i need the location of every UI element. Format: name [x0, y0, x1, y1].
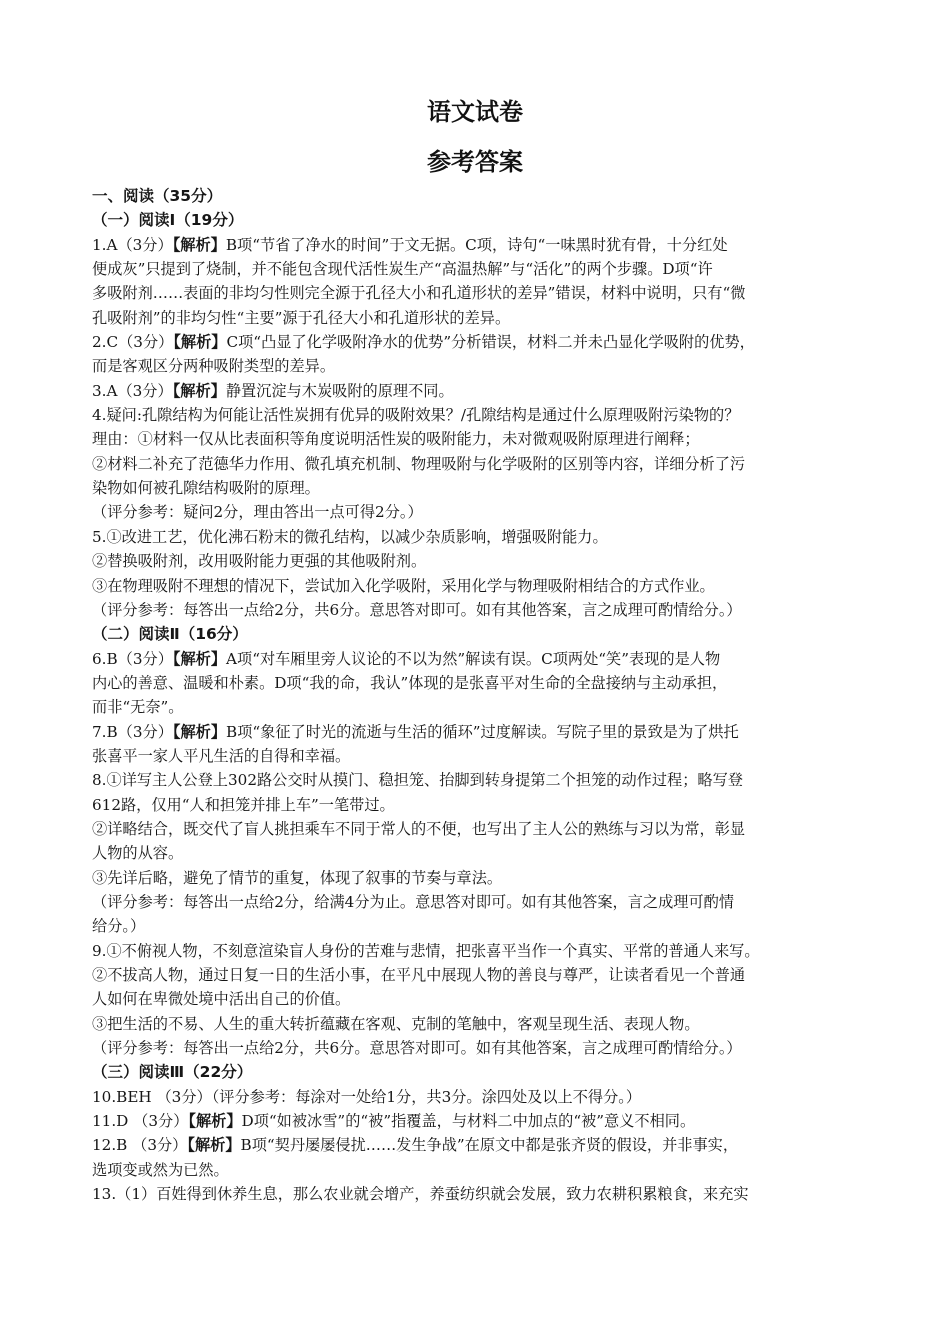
- answer-text: B项“契丹屡屡侵扰……发生争战”在原文中都是张齐贤的假设，并非事实，: [240, 1136, 739, 1155]
- text-line: 理由：①材料一仅从比表面积等角度说明活性炭的吸附能力，未对微观吸附原理进行阐释；: [92, 430, 700, 449]
- analysis-label: 【解析】: [172, 649, 227, 668]
- text-line: 孔吸附剂”的非均匀性“主要”源于孔径大小和孔道形状的差异。: [92, 308, 511, 327]
- subsection-heading: （三）阅读Ⅲ（22分）: [92, 1063, 253, 1082]
- text-line: ③把生活的不易、人生的重大转折蕴藏在客观、克制的笔触中，客观呈现生活、表现人物。: [92, 1014, 700, 1033]
- text-line: 给分。）: [92, 917, 146, 936]
- analysis-label: 【解析】: [173, 333, 227, 352]
- document-title: 语文试卷: [427, 98, 523, 126]
- text-line: 选项变或然为已然。: [92, 1160, 229, 1179]
- text-line: 人物的从容。: [92, 844, 184, 863]
- text-line: 内心的善意、温暖和朴素。D项“我的命，我认”体现的是张喜平对生命的全盘接纳与主动承担，: [92, 673, 728, 692]
- answer-text: 静置沉淀与木炭吸附的原理不同。: [225, 381, 454, 400]
- text-line: 10.BEH （3分）（评分参考：每涂对一处给1分，共3分。涂四处及以上不得分。）: [92, 1087, 642, 1106]
- answer-number: 1.A（3分）: [92, 235, 173, 254]
- text-line: ②材料二补充了范德华力作用、微孔填充机制、物理吸附与化学吸附的区别等内容，详细分析了污: [92, 454, 746, 473]
- analysis-label: 【解析】: [172, 235, 226, 254]
- answer-line: [92, 647, 860, 671]
- document-subtitle: 参考答案: [427, 148, 523, 176]
- text-line: （评分参考：每答出一点给2分，共6分。意思答对即可。如有其他答案，言之成理可酌情给分。）: [92, 1039, 742, 1058]
- text-line: ②不拔高人物，通过日复一日的生活小事，在平凡中展现人物的善良与尊严，让读者看见一个普通: [92, 966, 746, 984]
- text-line: 4.疑问:孔隙结构为何能让活性炭拥有优异的吸附效果？/孔隙结构是通过什么原理吸附污染物的？: [92, 406, 740, 425]
- subsection-heading: （二）阅读Ⅱ（16分）: [92, 625, 248, 644]
- text-line: 612路，仅用“人和担笼并排上车”一笔带过。: [92, 795, 395, 814]
- text-line: 13.（1）百姓得到休养生息，那么农业就会增产，养蚕纺织就会发展，致力农耕积累粮食，来充实: [92, 1185, 749, 1204]
- answer-line: [92, 1109, 860, 1133]
- analysis-label: 【解析】: [172, 722, 227, 741]
- answer-number: 6.B（3分）: [92, 649, 173, 668]
- answer-text: A项“对车厢里旁人议论的不以为然”解读有误。C项两处“笑”表现的是人物: [226, 649, 721, 668]
- analysis-label: 【解析】: [188, 1112, 242, 1131]
- text-line: 而非“无奈”。: [92, 698, 184, 717]
- text-line: 8.①详写主人公登上302路公交时从摸门、稳担笼、抬脚到转身提第二个担笼的动作过程；略写登: [92, 771, 743, 790]
- text-line: ③先详后略，避免了情节的重复，体现了叙事的节奏与章法。: [92, 868, 503, 887]
- answer-number: 7.B（3分）: [92, 722, 173, 741]
- answer-line: [92, 1133, 860, 1157]
- subsection-heading: （一）阅读Ⅰ（19分）: [92, 211, 244, 230]
- answer-text: B项“象征了时光的流逝与生活的循环”过度解读。写院子里的景致是为了烘托: [226, 722, 739, 741]
- text-line: 张喜平一家人平凡生活的自得和幸福。: [92, 746, 351, 765]
- text-line: 人如何在卑微处境中活出自己的价值。: [92, 990, 351, 1009]
- answer-line: [92, 720, 860, 744]
- text-line: ②替换吸附剂，改用吸附能力更强的其他吸附剂。: [92, 552, 427, 571]
- analysis-label: 【解析】: [172, 381, 226, 400]
- answer-text: D项“如被冰雪”的“被”指覆盖，与材料二中加点的“被”意义不相同。: [241, 1112, 696, 1131]
- text-line: 染物如何被孔隙结构吸附的原理。: [92, 479, 320, 498]
- text-line: （评分参考：每答出一点给2分，共6分。意思答对即可。如有其他答案，言之成理可酌情给分。）: [92, 600, 742, 619]
- answer-number: 11.D （3分）: [92, 1112, 189, 1131]
- section-heading: 一、阅读（35分）: [92, 187, 223, 205]
- text-line: ③在物理吸附不理想的情况下，尝试加入化学吸附，采用化学与物理吸附相结合的方式作业。: [92, 576, 715, 595]
- text-line: ②详略结合，既交代了盲人挑担乘车不同于常人的不便，也写出了主人公的熟练与习以为常，彰显: [92, 819, 746, 838]
- text-line: 便成灰”只提到了烧制，并不能包含现代活性炭生产“高温热解”与“活化”的两个步骤。D项“许: [92, 260, 713, 279]
- answer-line: [92, 379, 860, 403]
- answer-number: 12.B （3分）: [92, 1136, 188, 1155]
- answer-line: [92, 330, 860, 354]
- text-line: 多吸附剂……表面的非均匀性则完全源于孔径大小和孔道形状的差异”错误，材料中说明，只有“微: [92, 284, 746, 303]
- answer-line: [92, 233, 860, 257]
- answer-number: 3.A（3分）: [92, 381, 173, 400]
- answer-text: C项“凸显了化学吸附净水的优势”分析错误，材料二并未凸显化学吸附的优势，: [226, 333, 755, 352]
- text-line: 9.①不俯视人物，不刻意渲染盲人身份的苦难与悲情，把张喜平当作一个真实、平常的普通人来写。: [92, 941, 760, 960]
- text-line: （评分参考：每答出一点给2分，给满4分为止。意思答对即可。如有其他答案，言之成理可酌情: [92, 892, 735, 911]
- answer-text: B项“节省了净水的时间”于文无据。C项，诗句“一味黑时犹有骨，十分红处: [225, 235, 728, 254]
- text-line: 而是客观区分两种吸附类型的差异。: [92, 357, 335, 376]
- answer-body: [92, 184, 860, 1206]
- analysis-label: 【解析】: [187, 1136, 241, 1155]
- text-line: 5.①改进工艺，优化沸石粉末的微孔结构，以减少杂质影响，增强吸附能力。: [92, 527, 608, 546]
- text-line: （评分参考：疑问2分，理由答出一点可得2分。）: [92, 503, 423, 522]
- answer-number: 2.C（3分）: [92, 333, 174, 352]
